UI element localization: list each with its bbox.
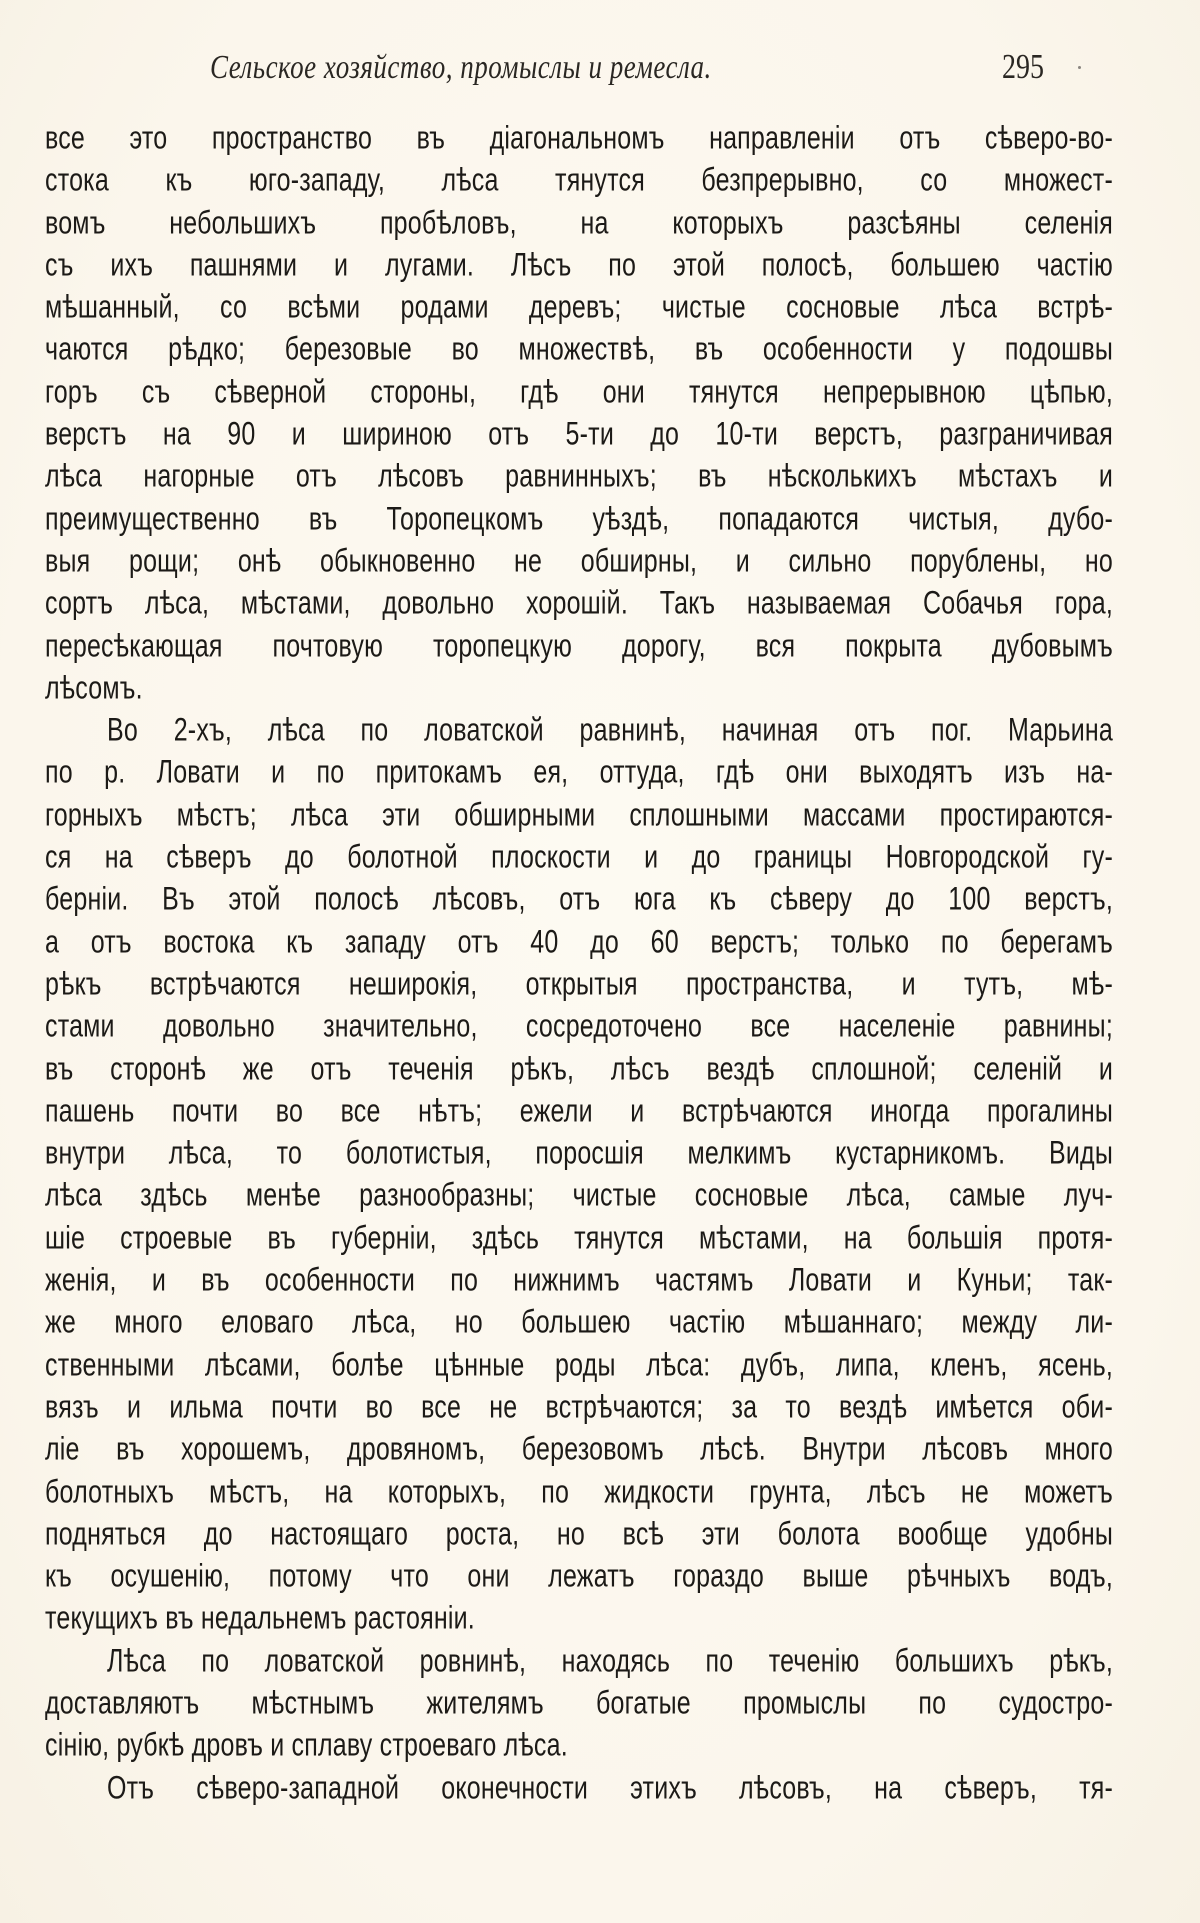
scan-speck [1078, 66, 1081, 69]
text-line: Во 2-хъ, лѣса по ловатской равнинѣ, начиная отъ пог. Марьина [107, 711, 1113, 749]
text-line: а отъ востока къ западу отъ 40 до 60 верстъ; только по берегамъ [45, 923, 1113, 960]
text-line: сортъ лѣса, мѣстами, довольно хорошій. Такъ называемая Собачья гора, [45, 585, 1113, 622]
text-line: же много еловаго лѣса, но большею частію мѣшаннаго; между ли- [45, 1304, 1113, 1341]
text-line: все это пространство въ діагональномъ направленіи отъ сѣверо-во- [45, 119, 1113, 157]
paragraph [45, 117, 1113, 709]
text-line: ственными лѣсами, болѣе цѣнные роды лѣса: дубъ, липа, кленъ, ясень, [45, 1346, 1113, 1383]
text-line: ліе въ хорошемъ, дровяномъ, березовомъ лѣсѣ. Внутри лѣсовъ много [45, 1430, 1113, 1468]
text-line: стока къ юго-западу, лѣса тянутся безпрерывно, со множест- [45, 162, 1113, 199]
paragraph [45, 709, 1113, 1640]
paragraph [45, 1640, 1113, 1767]
text-line: чаются рѣдко; березовые во множествѣ, въ особенности у подошвы [45, 331, 1113, 368]
text-line: рѣкъ встрѣчаются неширокія, открытыя пространства, и тутъ, мѣ- [45, 965, 1113, 1003]
text-line: лѣса нагорные отъ лѣсовъ равнинныхъ; въ нѣсколькихъ мѣстахъ и [45, 458, 1113, 495]
text-line: ся на сѣверъ до болотной плоскости и до границы Новгородской гу- [45, 838, 1113, 876]
text-line: текущихъ въ недальнемъ растояніи. [45, 1600, 475, 1637]
text-line: выя рощи; онѣ обыкновенно не обширны, и сильно порублены, но [45, 542, 1113, 580]
text-line: доставляютъ мѣстнымъ жителямъ богатые промыслы по судостро- [45, 1684, 1113, 1722]
text-line: лѣса здѣсь менѣе разнообразны; чистые сосновые лѣса, самые луч- [45, 1177, 1113, 1214]
text-line: берніи. Въ этой полосѣ лѣсовъ, отъ юга къ сѣверу до 100 верстъ, [45, 881, 1113, 918]
text-line: вязъ и ильма почти во все не встрѣчаются; за то вездѣ имѣется оби- [45, 1388, 1113, 1426]
text-line: горныхъ мѣстъ; лѣса эти обширными сплошными массами простираются- [45, 796, 1113, 833]
text-line: Отъ сѣверо-западной оконечности этихъ лѣсовъ, на сѣверъ, тя- [107, 1769, 1113, 1806]
text-line: съ ихъ пашнями и лугами. Лѣсъ по этой полосѣ, большею частію [45, 246, 1113, 284]
text-line: пашень почти во все нѣтъ; ежели и встрѣчаются иногда прогалины [45, 1092, 1113, 1129]
text-line: по р. Ловати и по притокамъ ея, оттуда, гдѣ они выходятъ изъ на- [45, 754, 1113, 791]
page-number: 295 [1002, 48, 1044, 87]
text-line: преимущественно въ Торопецкомъ уѣздѣ, попадаются чистыя, дубо- [45, 500, 1113, 537]
running-title: Сельское хозяйство, промыслы и ремесла. [210, 48, 712, 86]
text-line: горъ съ сѣверной стороны, гдѣ они тянутся непрерывною цѣпью, [45, 373, 1113, 410]
text-line: лѣсомъ. [45, 669, 143, 707]
body-text [45, 117, 1113, 1809]
text-line: болотныхъ мѣстъ, на которыхъ, по жидкости грунта, лѣсъ не можетъ [45, 1473, 1113, 1510]
text-line: мѣшанный, со всѣми родами деревъ; чистые сосновые лѣса встрѣ- [45, 288, 1113, 326]
text-line: верстъ на 90 и шириною отъ 5-ти до 10-ти верстъ, разграничивая [45, 415, 1113, 453]
text-line: сінію, рубкѣ дровъ и сплаву строеваго лѣса. [45, 1727, 568, 1764]
running-head [200, 48, 1080, 88]
text-line: стами довольно значительно, сосредоточено все населеніе равнины; [45, 1007, 1113, 1045]
text-line: къ осушенію, потому что они лежатъ гораздо выше рѣчныхъ водъ, [45, 1557, 1113, 1595]
text-line: пересѣкающая почтовую торопецкую дорогу, вся покрыта дубовымъ [45, 627, 1113, 664]
text-line: подняться до настоящаго роста, но всѣ эти болота вообще удобны [45, 1515, 1113, 1552]
paragraph [45, 1767, 1113, 1809]
text-line: въ сторонѣ же отъ теченія рѣкъ, лѣсъ вездѣ сплошной; селеній и [45, 1050, 1113, 1087]
text-line: женія, и въ особенности по нижнимъ частямъ Ловати и Куньи; так- [45, 1261, 1113, 1299]
text-line: вомъ небольшихъ пробѣловъ, на которыхъ разсѣяны селенія [45, 204, 1113, 241]
text-line: Лѣса по ловатской ровнинѣ, находясь по теченію большихъ рѣкъ, [107, 1642, 1113, 1679]
text-line: внутри лѣса, то болотистыя, поросшія мелкимъ кустарникомъ. Виды [45, 1134, 1113, 1172]
text-line: шіе строевые въ губерніи, здѣсь тянутся мѣстами, на большія протя- [45, 1219, 1113, 1256]
